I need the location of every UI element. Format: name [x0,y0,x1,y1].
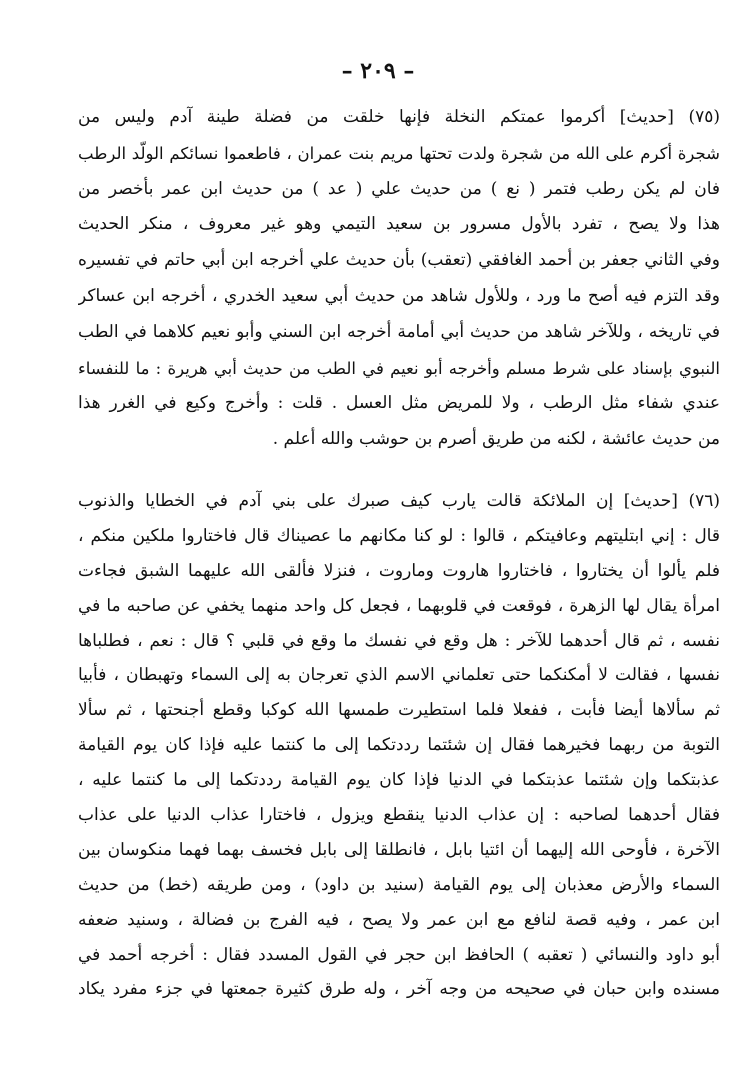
text-line: عذبتكما وإن شئتما عذبتكما في الدنيا فإذا كان يوم القيامة رددتكما إلى ما كنتما عليه ، [78,770,720,791]
hadith-75-block [78,100,720,458]
text-line: في تاريخه ، وللآخر شاهد من حديث أبي أمامة أخرجه ابن السني وأبو نعيم كلاهما في الطب [78,321,720,342]
text-line: فان لم يكن رطب فتمر ( نع ) من حديث علي ( عد ) من حديث ابن عمر بأخصر من [78,178,720,199]
text-line: السماء والأرض معذبان إلى يوم القيامة (سنيد بن داود) ، ومن طريقه (خط) من حديث [78,874,720,895]
text-line: ثم سألاها أيضا فأبت ، ففعلا فلما استطيرت طمسها الله كوكبا وقطع أجنحتها ، ثم سألا [78,700,720,721]
text-line: النبوي بإسناد على شرط مسلم وأخرجه أبو نعيم في الطب من حديث أبي هريرة : ما للنفساء [78,358,720,378]
text-line: وفي الثاني جعفر بن أحمد الغافقي (تعقب) بأن حديث علي أخرجه ابن أبي حاتم في تفسيره [78,250,720,271]
text-line: امرأة يقال لها الزهرة ، فوقعت في قلوبهما ، فجعل كل واحد منهما يخفي عن صاحبه ما في [78,595,720,616]
text-line: نفسه ، ثم قال أحدهما للآخر : هل وقع في نفسك ما وقع في قلبي ؟ قال : نعم ، فطلباها [78,630,720,651]
text-line: عندي شفاء مثل الرطب ، ولا للمريض مثل العسل . قلت : وأخرج وكيع في الغرر هذا [78,393,720,414]
hadith-76-block [78,484,720,1007]
text-line: فقال أحدهما لصاحبه : إن عذاب الدنيا ينقطع ويزول ، فاختارا عذاب الدنيا على عذاب [78,805,720,826]
text-line: قال : إني ابتليتهم وعافيتكم ، قالوا : لو كنا مكانهم ما عصيناك قال فاختاروا ملكين منكم ، [78,525,720,546]
text-line: ابن عمر ، وفيه قصة لنافع مع ابن عمر ولا يصح ، فيه الفرج بن فضالة ، وسنيد ضعفه [78,909,720,930]
page-number: – ٢٠٩ – [341,58,415,84]
text-line: (٧٦) [حديث] إن الملائكة قالت يارب كيف صبرك على بني آدم في الخطايا والذنوب [78,491,720,511]
text-line: هذا ولا يصح ، تفرد بالأول مسرور بن سعيد التيمي وهو غير معروف ، منكر الحديث [78,214,720,235]
text-line: التوبة من ربهما فخيرهما فقال إن شئتما رددتكما إلى ما كنتما عليه فإذا كان يوم القيامة [78,735,720,756]
text-line: أبو داود والنسائي ( تعقبه ) الحافظ ابن حجر في القول المسدد فقال : أخرجه أحمد في [78,944,720,965]
text-line: مسنده وابن حبان في صحيحه من وجه آخر ، وله طرق كثيرة جمعتها في جزء مفرد يكاد [78,979,720,1000]
text-line: نفسها ، فقالت لا أمكنكما حتى تعلماني الاسم الذي تعرجان به إلى السماء وتهبطان ، فأبيا [78,665,720,686]
text-line: من حديث عائشة ، لكنه من طريق أصرم بن حوشب والله أعلم . [272,429,720,450]
text-line: فلم يألوا أن يختاروا ، فاختاروا هاروت وماروت ، فنزلا فألقى الله عليهما الشبق فجاءت [78,560,720,581]
text-line: وقد التزم فيه أصح ما ورد ، وللأول شاهد من حديث أبي سعيد الخدري ، أخرجه ابن عساكر [78,285,720,306]
text-line: شجرة أكرم على الله من شجرة ولدت تحتها مريم بنت عمران ، فاطعموا نسائكم الولّد الرطب [78,143,720,163]
text-line: الآخرة ، فأوحى الله إليهما أن ائتيا بابل ، فانطلقا إلى بابل فخسف بهما فهما منكوسان بين [78,839,720,860]
text-line: (٧٥) [حديث] أكرموا عمتكم النخلة فإنها خلقت من فضلة طينة آدم وليس من [78,107,720,127]
